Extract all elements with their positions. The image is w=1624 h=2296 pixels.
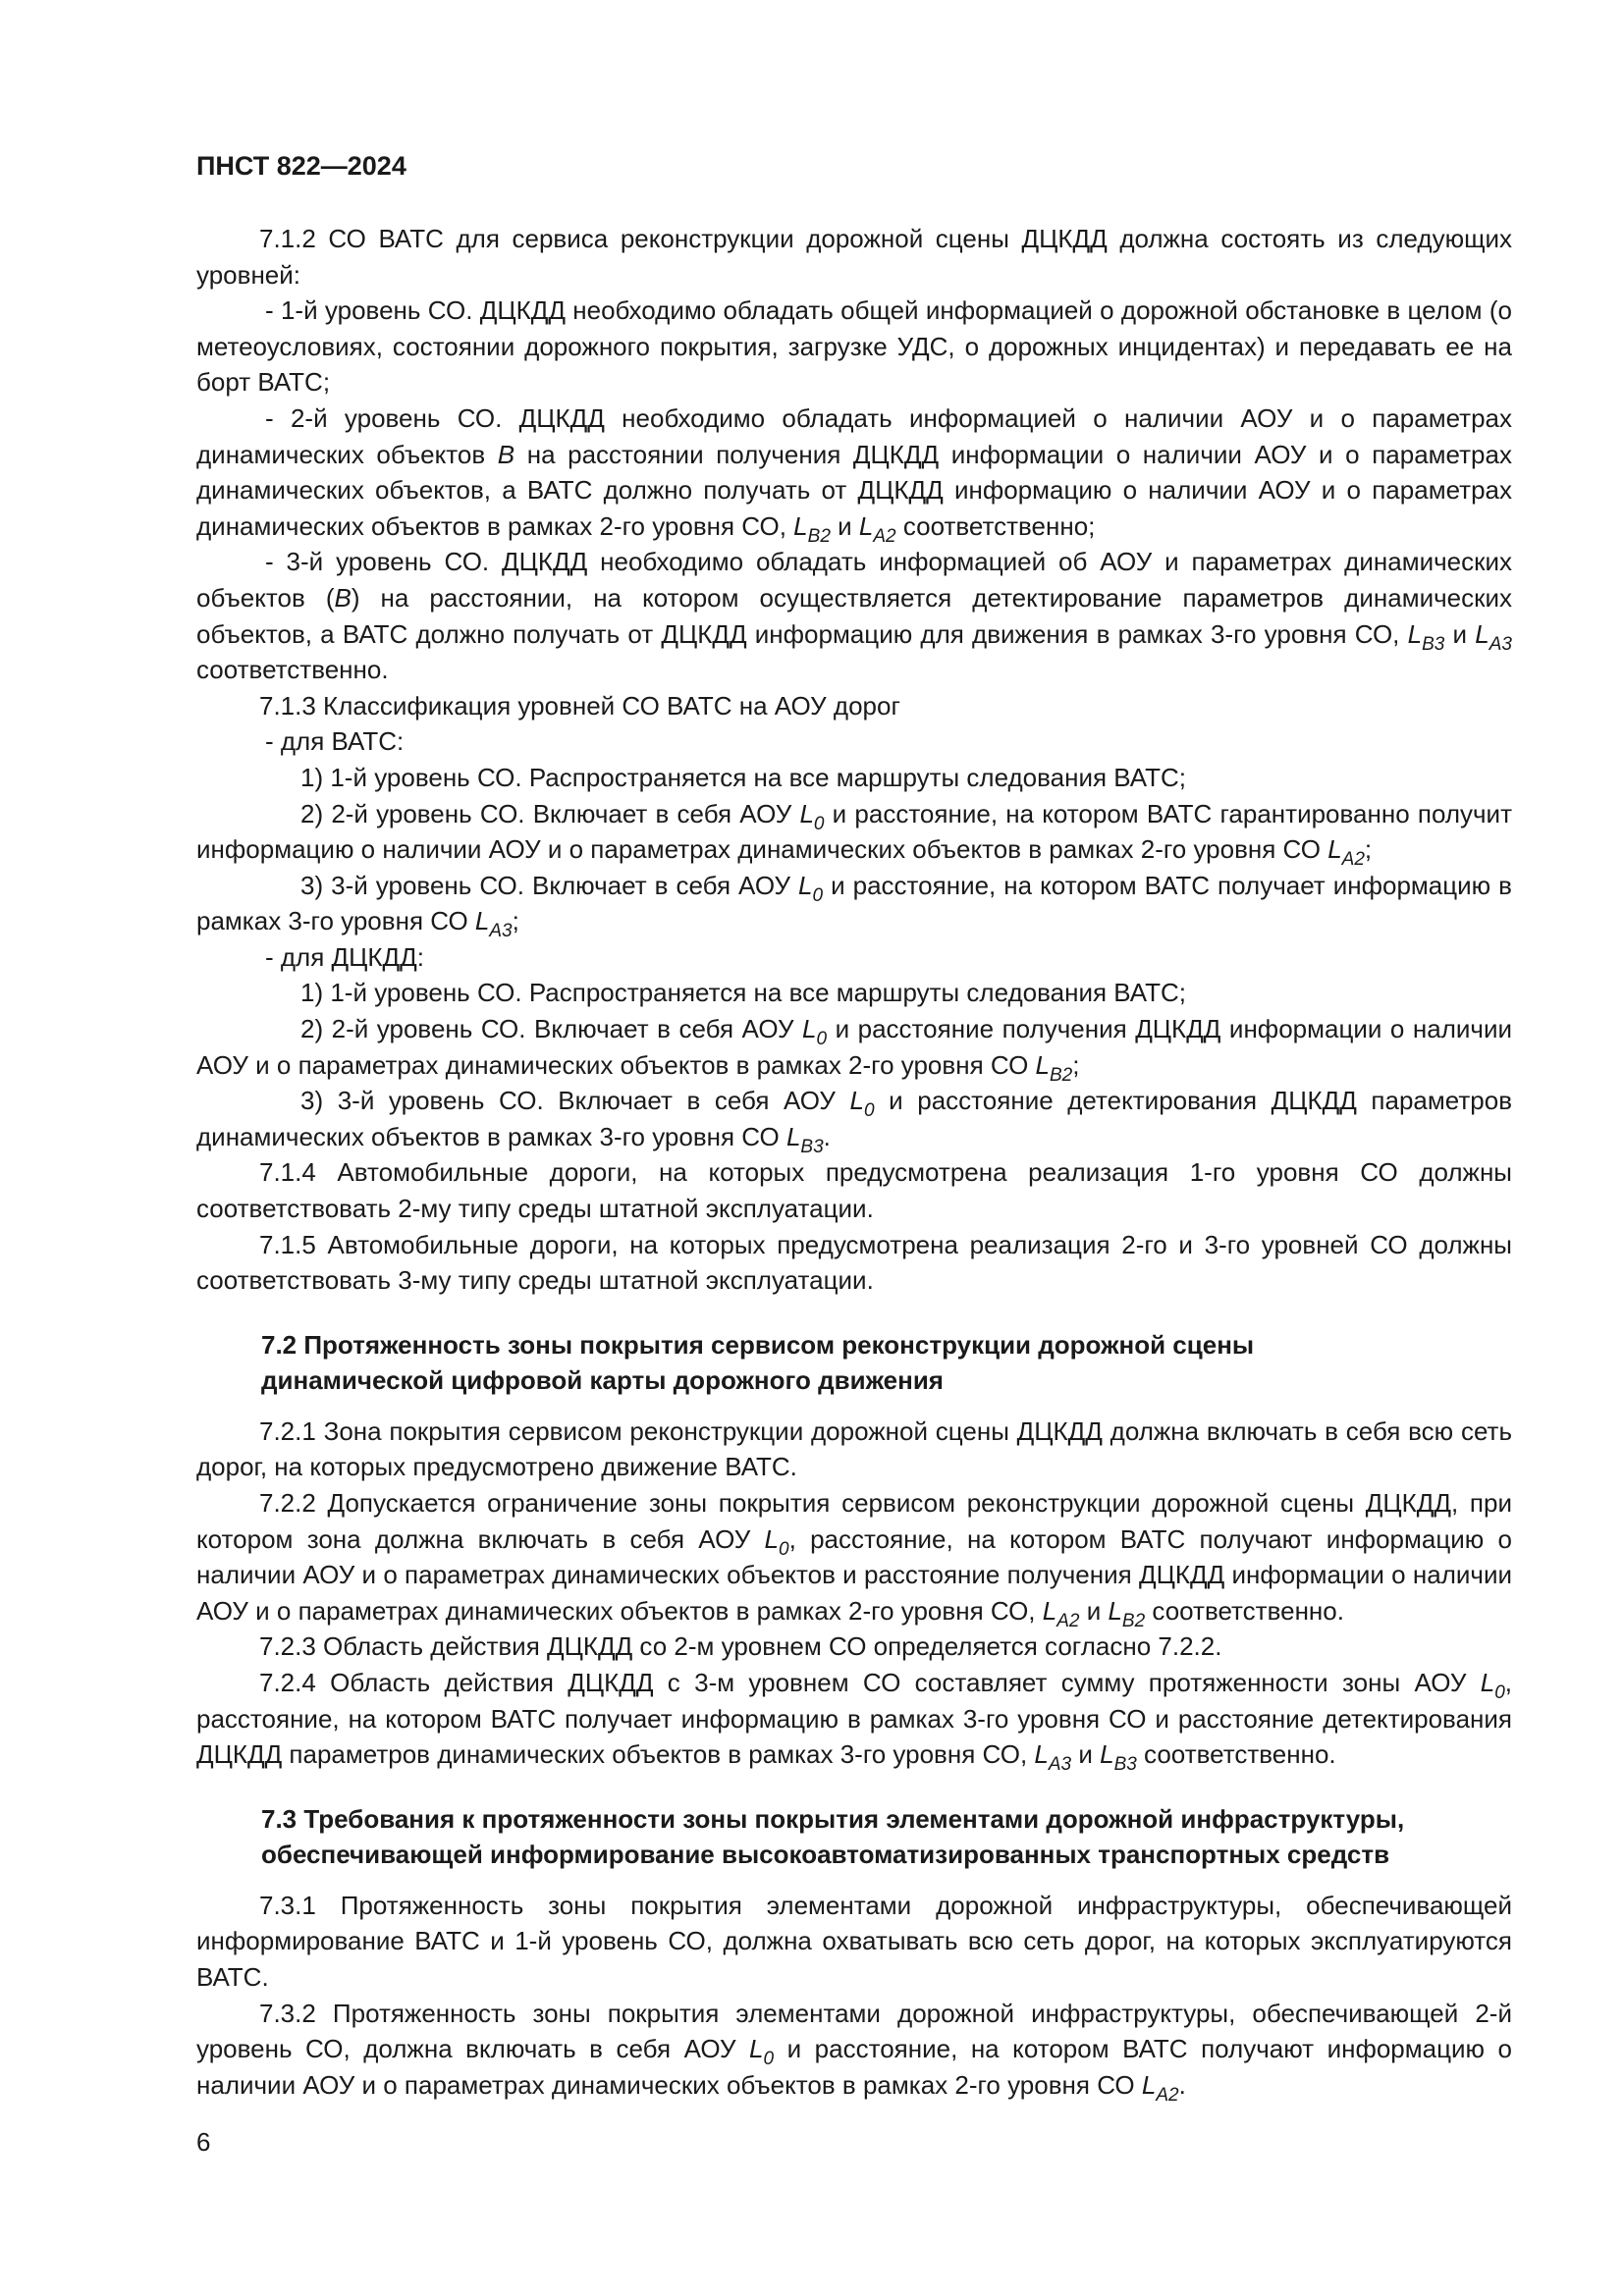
paragraph-7-2-4: 7.2.4 Область действия ДЦКДД с 3-м уровнем СО составляет сумму протяженности зоны АОУ $L_0$, расстояние, на котором ВАТС получает информацию в рамках 3-го уровня СО и расстояние детектирования ДЦКДД параметров динамических объектов в рамках 3-го уровня СО, $L_{A3}$ и $L_{B3}$ соответственно.: [196, 1667, 1512, 1776]
vats-level-1: 1) 1-й уровень СО. Распространяется на все маршруты следования ВАТС;: [300, 762, 1186, 792]
paragraph-7-2-2: 7.2.2 Допускается ограничение зоны покрытия сервисом реконструкции дорожной сцены ДЦКДД, при котором зона должна включать в себя АОУ $L_0$, расстояние, на котором ВАТС получают информацию о наличии АОУ и о параметрах динамических объектов и расстояние получения ДЦКДД информации о наличии АОУ и о параметрах динамических объектов в рамках 2-го уровня СО, $L_{A2}$ и $L_{B2}$ соответственно.: [196, 1488, 1512, 1631]
level-1-item: - 1-й уровень СО. ДЦКДД необходимо обладать общей информацией о дорожной обстановке в целом (о метеоусловиях, состоянии дорожного покрытия, загрузке УДС, о дорожных инцидентах) и передавать ее на борт ВАТС;: [196, 295, 1512, 398]
paragraph-7-1-2: 7.1.2 СО ВАТС для сервиса реконструкции дорожной сцены ДЦКДД должна состоять из следующих уровней:: [196, 224, 1512, 290]
heading-7-2-line-1: 7.2 Протяженность зоны покрытия сервисом реконструкции дорожной сцены: [261, 1329, 1255, 1360]
heading-7-3-line-1: 7.3 Требования к протяженности зоны покрытия элементами дорожной инфраструктуры,: [261, 1803, 1405, 1834]
section-heading-7-3: [196, 1801, 1512, 1872]
dckdd-level-1: 1) 1-й уровень СО. Распространяется на все маршруты следования ВАТС;: [300, 978, 1186, 1008]
paragraph-7-3-2: 7.3.2 Протяженность зоны покрытия элементами дорожной инфраструктуры, обеспечивающей 2-й уровень СО, должна включать в себя АОУ $L_0$ и расстояние, на котором ВАТС получают информацию о наличии АОУ и о параметрах динамических объектов в рамках 2-го уровня СО $L_{A2}$.: [196, 1998, 1512, 2106]
heading-7-2-line-2: динамической цифровой карты дорожного движения: [261, 1364, 944, 1395]
dckdd-level-3: 3) 3-й уровень СО. Включает в себя АОУ $L_0$ и расстояние детектирования ДЦКДД параметров динамических объектов в рамках 3-го уровня СО $L_{B3}$.: [196, 1086, 1513, 1157]
heading-7-3-line-2: обеспечивающей информирование высокоавтоматизированных транспортных средств: [261, 1839, 1390, 1869]
section-heading-7-2: [196, 1327, 1512, 1398]
document-body: [196, 221, 1513, 2106]
paragraph-7-1-3: 7.1.3 Классификация уровней СО ВАТС на АОУ дорог: [259, 690, 900, 721]
vats-level-3: 3) 3-й уровень СО. Включает в себя АОУ $L_0$ и расстояние, на котором ВАТС получает информацию в рамках 3-го уровня СО $L_{A3}$;: [196, 870, 1512, 942]
level-2-item: - 2-й уровень СО. ДЦКДД необходимо обладать информацией о наличии АОУ и о параметрах динамических объектов B на расстоянии получения ДЦКДД информации о наличии АОУ и о параметрах динамических объектов, а ВАТС должно получать от ДЦКДД информацию о наличии АОУ и о параметрах динамических объектов в рамках 2-го уровня СО, $L_{B2}$ и $L_{A2}$ соответственно;: [196, 402, 1512, 547]
paragraph-7-2-3: 7.2.3 Область действия ДЦКДД со 2-м уровнем СО определяется согласно 7.2.2.: [259, 1631, 1222, 1662]
paragraph-7-3-1: 7.3.1 Протяженность зоны покрытия элементами дорожной инфраструктуры, обеспечивающей информирование ВАТС и 1-й уровень СО, должна охватывать всю сеть дорог, на которых эксплуатируются ВАТС.: [196, 1890, 1512, 1992]
paragraph-7-2-1: 7.2.1 Зона покрытия сервисом реконструкции дорожной сцены ДЦКДД должна включать в себя всю сеть дорог, на которых предусмотрено движение ВАТС.: [196, 1415, 1512, 1482]
level-3-item: - 3-й уровень СО. ДЦКДД необходимо обладать информацией об АОУ и параметрах динамических объектов (B) на расстоянии, на котором осуществляется детектирование параметров динамических объектов, а ВАТС должно получать от ДЦКДД информацию для движения в рамках 3-го уровня СО, $L_{B3}$ и $L_{A3}$ соответственно.: [196, 547, 1512, 685]
document-code-header: ПНСТ 822—2024: [196, 151, 406, 181]
for-dckdd-label: - для ДЦКДД:: [265, 941, 424, 972]
dckdd-level-2: 2) 2-й уровень СО. Включает в себя АОУ $L_0$ и расстояние получения ДЦКДД информации о наличии АОУ и о параметрах динамических объектов в рамках 2-го уровня СО $L_{B2}$;: [196, 1014, 1512, 1086]
paragraph-7-1-4: 7.1.4 Автомобильные дороги, на которых предусмотрена реализация 1-го уровня СО должны соответствовать 2-му типу среды штатной эксплуатации.: [196, 1157, 1512, 1224]
for-vats-label: - для ВАТС:: [265, 726, 405, 757]
page-number: 6: [196, 2127, 211, 2157]
paragraph-7-1-5: 7.1.5 Автомобильные дороги, на которых предусмотрена реализация 2-го и 3-го уровней СО должны соответствовать 3-му типу среды штатной эксплуатации.: [196, 1229, 1512, 1296]
vats-level-2: 2) 2-й уровень СО. Включает в себя АОУ $L_0$ и расстояние, на котором ВАТС гарантированно получит информацию о наличии АОУ и о параметрах динамических объектов в рамках 2-го уровня СО $L_{A2}$;: [196, 798, 1512, 871]
